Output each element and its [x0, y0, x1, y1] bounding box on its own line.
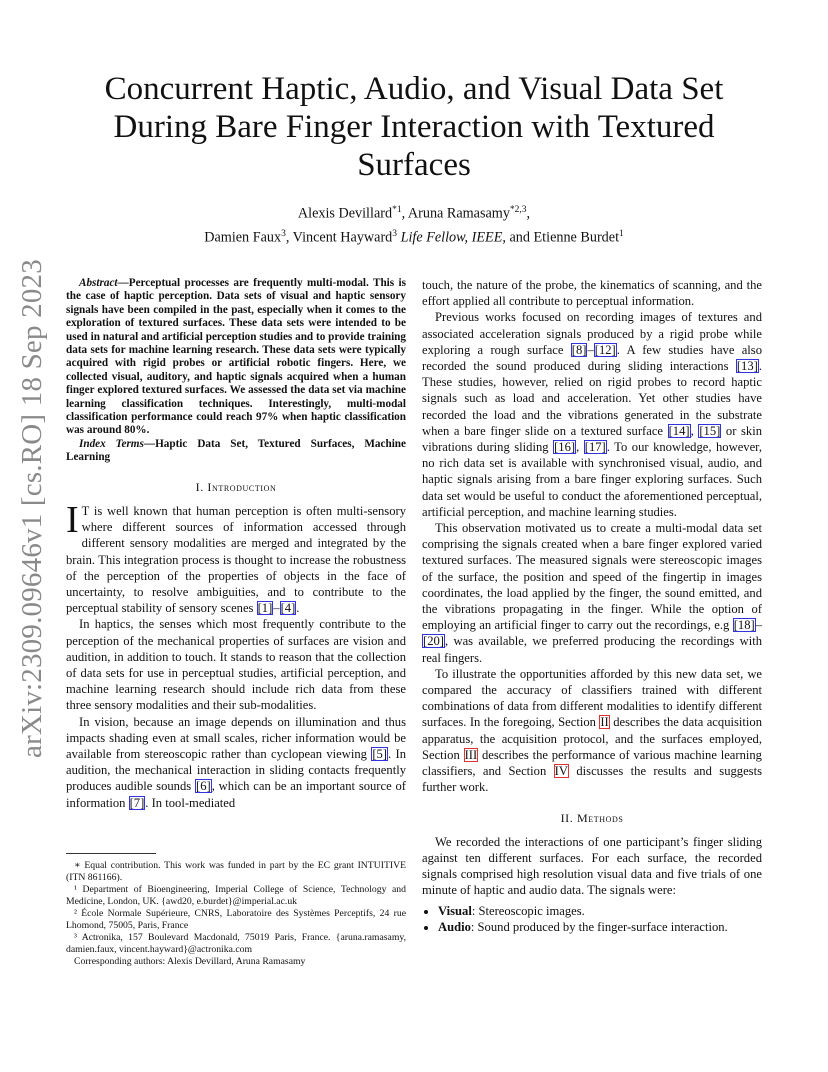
- intro-paragraph-2: In haptics, the senses which most frequently contribute to the perception of the mechanical properties of surfaces are vision and audition, in addition to touch. It stands to reason that the collection of data sets for use in perceptual studies, artificial perception, and machine learning research should include rich data from these three sensory modalities and their sub-modalities.: [66, 617, 406, 713]
- paragraph-text: –: [587, 342, 594, 357]
- paragraph-text: . These studies, however, relied on rigid probes to record haptic signals such as load and acceleration. Yet other studies have recorded the load and the vibrations generated in the substrate when a bare finger slide on a textured surface: [422, 359, 762, 438]
- author-line-1: [60, 200, 768, 224]
- index-terms: [66, 438, 406, 465]
- footnote: ³ Actronika, 157 Boulevard Macdonald, 75019 Paris, France. {aruna.ramasamy, damien.faux, vincent.hayward}@actronika.com: [66, 932, 406, 955]
- author-name: Etienne Burdet: [533, 229, 620, 246]
- drop-cap: I: [66, 498, 79, 541]
- paragraph-text: ,: [576, 440, 584, 455]
- footnote: ∗ Equal contribution. This work was funded in part by the EC grant INTUITIVE (ITN 861166).: [66, 860, 406, 883]
- paper-title: Concurrent Haptic, Audio, and Visual Data Set During Bare Finger Interaction with Textured Surfaces: [104, 71, 724, 183]
- intro-paragraph-5: [422, 520, 762, 666]
- author-line-2: [60, 224, 768, 248]
- paragraph-text: discusses the results and suggests further work.: [422, 764, 762, 795]
- paragraph-text: or skin vibrations during sliding: [422, 423, 763, 455]
- author-affiliation: 1: [619, 228, 624, 239]
- paragraph-text: .: [296, 601, 300, 616]
- section-link[interactable]: II: [600, 715, 609, 730]
- citation-link[interactable]: [1]: [257, 601, 273, 616]
- arxiv-stamp: arXiv:2309.09646v1 [cs.RO] 18 Sep 2023: [16, 259, 48, 758]
- author-title: Life Fellow, IEEE: [397, 229, 503, 246]
- separator: , and: [502, 229, 534, 246]
- footnote-divider: [66, 853, 156, 854]
- author-name: Vincent Hayward: [292, 229, 393, 246]
- paragraph-text: ,: [690, 423, 699, 438]
- separator: ,: [526, 205, 531, 222]
- abstract-text: —Perceptual processes are frequently multi-modal. This is the case of haptic perception. Data sets of visual and haptic sensory signals have been compiled in the past, especially when it comes to the exploration of textured surfaces. These data sets were intended to be used in natural and artificial perception studies and to provide training data sets for machine learning research. These data sets were typically acquired with rigid probes or artificial robotic fingers. Here, we collected visual, auditory, and haptic signals acquired when a human finger explored textured surfaces. We assessed the data set via machine learning classification techniques. Interestingly, multi-modal classification performance could reach 97% when haptic classification was around 80%.: [66, 277, 406, 437]
- section-heading-methods: II. Methods: [560, 810, 624, 825]
- index-terms-label: Index Terms: [79, 437, 144, 450]
- signal-list: [422, 903, 762, 935]
- abstract-label: Abstract: [79, 277, 118, 289]
- methods-paragraph-1: We recorded the interactions of one participant’s finger sliding against ten different surfaces. For each surface, the recorded signals comprised high resolution visual data and five trials of one minute of haptic and audio data. The signals were:: [422, 834, 762, 898]
- paragraph-text: describes the data acquisition apparatus, the acquisition protocol, and the surfaces employed, Section: [422, 715, 762, 762]
- paragraph-text: . A few studies have also recorded the sound produced during sliding interactions: [422, 342, 762, 374]
- author-affiliation: *1: [392, 205, 402, 215]
- section-link[interactable]: IV: [554, 764, 568, 779]
- paragraph-text: , was available, we preferred producing the recordings with real fingers.: [422, 634, 762, 665]
- paragraph-text: . In tool-mediated: [145, 795, 236, 810]
- citation-link[interactable]: [4]: [280, 601, 296, 616]
- paragraph-text: , which can be an important source of information: [66, 779, 407, 810]
- author-affiliation: *2,3: [509, 205, 527, 215]
- list-item: [438, 903, 762, 919]
- footnote: Corresponding authors: Alexis Devillard, Aruna Ramasamy: [74, 956, 306, 967]
- citation-link[interactable]: [6]: [196, 779, 211, 794]
- footnotes: [66, 860, 406, 968]
- citation-link[interactable]: [20]: [423, 634, 444, 649]
- separator: ,: [285, 229, 293, 246]
- section-heading-introduction: I. Introduction: [195, 479, 277, 494]
- author-affiliation: 3: [281, 228, 286, 239]
- section-link[interactable]: III: [464, 747, 478, 762]
- paragraph-text: This observation motivated us to create a multi-modal data set comprising the signals created when a bare finger explored varied textured surfaces. The measured signals were stereoscopic images of the surface, the position and speed of the fingertip in images coordinates, the load applied by the finger, the sound emitted, and the vibrations propagating in the finger. While the option of employing an artificial finger to carry out the recordings, e.g: [422, 521, 762, 633]
- citation-link[interactable]: [14]: [668, 423, 690, 438]
- citation-link[interactable]: [18]: [733, 618, 755, 633]
- author-name: Aruna Ramasamy: [407, 205, 510, 222]
- author-list: [60, 200, 768, 247]
- footnote: ¹ Department of Bioengineering, Imperial College of Science, Technology and Medicine, London, UK. {awd20, e.burdet}@imperial.ac.uk: [66, 884, 406, 907]
- list-item-text: : Sound produced by the finger-surface interaction.: [470, 919, 728, 934]
- intro-paragraph-1: [66, 498, 406, 616]
- paragraph-text: –: [273, 601, 280, 616]
- index-terms-text: —Haptic Data Set, Textured Surfaces, Machine Learning: [66, 437, 406, 464]
- paragraph-text: Previous works focused on recording images of textures and associated acceleration signals produced by a rigid probe while exploring a rough surface: [422, 310, 762, 357]
- intro-paragraph-3: [66, 714, 406, 811]
- citation-link[interactable]: [16]: [554, 440, 576, 455]
- citation-link[interactable]: [8]: [571, 342, 587, 357]
- paragraph-text: . To our knowledge, however, no rich data set is available with synchronised visual, audio, and haptic signals arising from a bare finger exploring surfaces. Such data set would be useful to conduct the aforementioned perceptual, artificial perception, and machine learning studies.: [422, 440, 763, 519]
- citation-link[interactable]: [7]: [129, 795, 145, 810]
- citation-link[interactable]: [12]: [594, 342, 616, 357]
- list-item-label: Visual: [438, 903, 472, 918]
- citation-link[interactable]: [15]: [699, 423, 721, 438]
- list-item: [438, 919, 762, 935]
- author-affiliation: 3: [392, 228, 398, 239]
- author-name: Alexis Devillard: [297, 205, 393, 222]
- citation-link[interactable]: [17]: [584, 440, 606, 455]
- intro-paragraph-6: [422, 666, 762, 796]
- citation-link[interactable]: [13]: [736, 359, 758, 374]
- intro-paragraph-continued: touch, the nature of the probe, the kinematics of scanning, and the effort applied all contribute to perceptual information.: [422, 278, 762, 309]
- list-item-text: : Stereoscopic images.: [471, 903, 585, 918]
- abstract: [66, 277, 406, 438]
- right-column: [422, 277, 762, 935]
- paragraph-text: describes the performance of various machine learning classifiers, and Section: [422, 747, 762, 779]
- list-item-label: Audio: [438, 919, 471, 934]
- citation-link[interactable]: [5]: [372, 746, 387, 761]
- left-column: [66, 277, 406, 811]
- paragraph-text: T is well known that human perception is often multi-sensory where different sources of information accessed through different sensory modalities are merged and integrated by the brain. This integration process is thought to increase the robustness of the perception of the properties of objects in the face of uncertainty, to resolve ambiguities, and to contribute to the perceptual stability of sensory scenes: [66, 503, 406, 616]
- paragraph-text: –: [755, 618, 762, 633]
- intro-paragraph-4: [422, 309, 762, 520]
- separator: ,: [401, 205, 408, 222]
- paragraph-text: . In audition, the mechanical interaction in sliding contacts frequently produces audible sounds: [66, 746, 406, 794]
- author-name: Damien Faux: [204, 229, 282, 246]
- paragraph-text: To illustrate the opportunities afforded by this new data set, we compared the accuracy of classifiers trained with different combinations of data from different modalities to identify different surfaces. In the foregoing, Section: [422, 666, 762, 730]
- footnote: ² École Normale Supérieure, CNRS, Laboratoire des Systèmes Perceptifs, 24 rue Lhomond, 75005, Paris, France: [66, 908, 406, 931]
- paragraph-text: In vision, because an image depends on illumination and thus impacts shading even at small scales, richer information would be available from stereoscopic rather than cyclopean viewing: [66, 714, 406, 761]
